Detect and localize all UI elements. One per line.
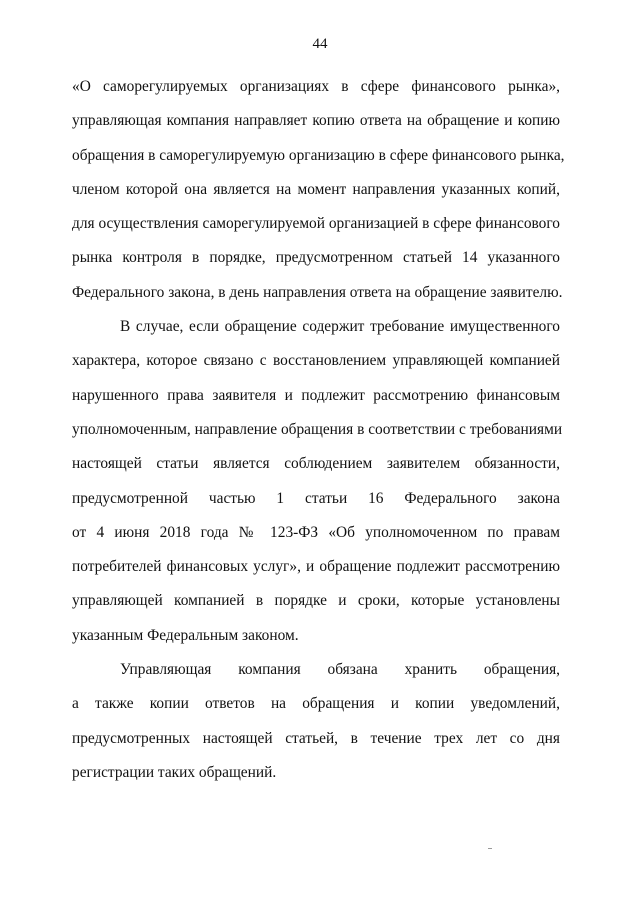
text-line: управляющей компанией в порядке и сроки, которые установлены — [72, 592, 560, 610]
text-line: В случае, если обращение содержит требование имущественного — [120, 318, 560, 336]
text-line: Федерального закона, в день направления ответа на обращение заявителю. — [72, 283, 563, 301]
text-line: уполномоченным, направление обращения в соответствии с требованиями — [72, 420, 563, 438]
text-line: предусмотренных настоящей статьей, в течение трех лет со дня — [72, 729, 560, 747]
text-line: предусмотренной частью 1 статьи 16 Федерального закона — [72, 489, 560, 507]
text-line: характера, которое связано с восстановлением управляющей компанией — [72, 352, 560, 370]
text-line: нарушенного права заявителя и подлежит рассмотрению финансовым — [72, 386, 560, 404]
text-line: настоящей статьи является соблюдением заявителем обязанности, — [72, 455, 560, 473]
text-line: указанным Федеральным законом. — [72, 626, 299, 644]
paragraph-3 — [72, 653, 560, 790]
text-line: от 4 июня 2018 года № 123-ФЗ «Об уполномоченном по правам — [72, 523, 560, 541]
page-number: 44 — [312, 36, 328, 52]
text-line: а также копии ответов на обращения и копии уведомлений, — [72, 695, 560, 713]
text-line: регистрации таких обращений. — [72, 763, 277, 781]
text-line: управляющая компания направляет копию ответа на обращение и копию — [72, 112, 560, 130]
text-line: для осуществления саморегулируемой организацией в сфере финансового — [72, 215, 560, 233]
text-line: членом которой она является на момент направления указанных копий, — [72, 180, 560, 198]
paragraph-1 — [72, 70, 565, 310]
text-line: «О саморегулируемых организациях в сфере финансового рынка», — [72, 78, 560, 95]
text-line: потребителей финансовых услуг», и обращение подлежит рассмотрению — [72, 558, 560, 576]
document-body — [72, 70, 565, 790]
text-line: Управляющая компания обязана хранить обращения, — [120, 661, 560, 679]
text-line: обращения в саморегулируемую организацию в сфере финансового рынка, — [72, 146, 565, 164]
paragraph-2 — [72, 310, 563, 653]
scan-artifact — [488, 848, 492, 849]
text-line: рынка контроля в порядке, предусмотренном статьей 14 указанного — [72, 249, 560, 267]
